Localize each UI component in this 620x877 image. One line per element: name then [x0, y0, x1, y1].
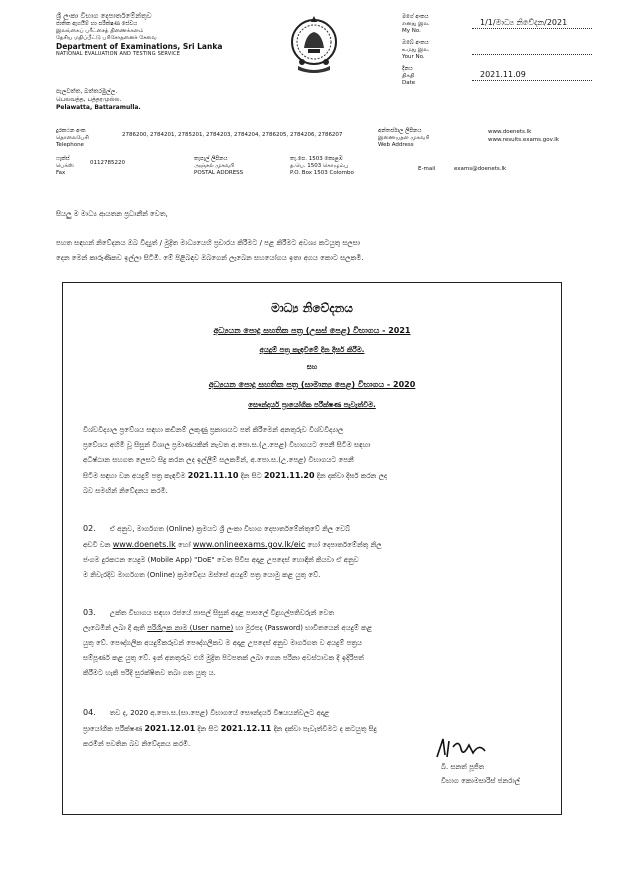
telephone-row	[56, 128, 596, 148]
notice-subtitle-al-2021: අධ්‍යයන පොදු සහතික පත්‍ර (උසස් පෙළ) විභාගය - 2021	[213, 326, 411, 335]
p4-date-to: 2021.12.11	[220, 724, 272, 733]
date-value: 2021.11.09	[480, 70, 526, 79]
p3-line-4: සම්පූර්ණ කළ යුතු වේ. ඉන් අනතුරුව එහි මුද්‍රිත පිටපතක් ලබා ගෙන පරිනා අවස්ථාවක දී ඉදිරිපත්	[83, 654, 364, 662]
reference-block	[402, 14, 592, 92]
email-value[interactable]: exams@doenets.lk	[454, 166, 507, 172]
your-number-row	[402, 40, 592, 66]
link-onlineexams[interactable]: www.onlineexams.gov.lk/eic	[192, 540, 306, 549]
sri-lanka-emblem-icon	[288, 12, 340, 76]
contact-block	[56, 128, 596, 182]
tel-label-en: Telephone	[56, 142, 84, 148]
p2-line-4: ම නිවැරදිව මාර්ගගත (Online) ක්‍රමවේදය ඔස්සේ අයදුම් පත්‍ර යොමු කළ යුතු වේ.	[83, 571, 321, 579]
my-no-label-si: මගේ අංකය	[402, 14, 429, 20]
date-label-en: Date	[402, 80, 416, 86]
org-line-si-1: ශ්‍රී ලංකා විභාග දෙපාර්තමේන්තුව	[56, 12, 152, 20]
paragraph-3: 03. උක්ත විභාගය සඳහා රජයේ පාසල් සිසුන් අදාළ පාසලේ විදුහල්පතිවරුන් වෙත ලැබෙමින් ලබා දී ඇති පරිශීලක නාම (User name) හා මුරපද (Password) භාවිතයෙන් අයදුම් කළ යුතු වේ. පෞද්ගලික අයදුම්කරුවන් පෞද්ගලිකව ම අදාළ උපදෙස් අනුව මාර්ගගත ව අයදුම් පත්‍රය සම්පූර්ණ කළ යුතු වේ. ඉන් අනතුරුව එහි මුද්‍රිත පිටපතක් ලබා ගෙන පරිනා අවස්ථාවක දී ඉදිරිපත් කිරීමට හැකි පරිදි සුරක්ෂිතව තබා ගත යුතු ය.	[83, 605, 548, 681]
intro-line-2: දෙන මෙන් කාරුණිකව ඉල්ලා සිටිමි. මේ පිළිබඳව ඔබගෙන් ලැබෙන සහයෝගය ඉතා අගය කොට සලකමි.	[56, 254, 364, 262]
web-label-en: Web Address	[378, 142, 414, 148]
p3-line-5: කිරීමට හැකි පරිදි සුරක්ෂිතව තබා ගත යුතු ය.	[83, 669, 216, 677]
web-label-ta: இணையதள முகவரி	[378, 135, 430, 141]
postal-label-si: තැපැල් ලිපිනය	[194, 156, 228, 162]
p4-line-3: කරමින් පවතින බව නිවේදනය කරමි.	[83, 740, 191, 748]
paragraph-1	[83, 423, 548, 499]
my-no-label-ta: எனது இல.	[402, 21, 430, 27]
signer-title: විභාග කොමසාරිස් ජනරාල්	[441, 777, 520, 785]
web-link-doenets[interactable]: www.doenets.lk	[488, 129, 532, 135]
your-no-label-si: ඔබේ අංකය	[402, 40, 429, 46]
org-name-en: Department of Examinations, Sri Lanka	[56, 42, 223, 51]
intro-line-1: පහත සඳහන් නිවේදනය ඔබ විද්‍යුත් / මුද්‍රිත මාධ්‍යයෙහි ප්‍රචාරය කිරීමට / පළ කිරීමට අවශ්‍ය කටයුතු සලසා	[56, 239, 361, 247]
postal-value-ta: த.பெ. 1503 கொழும்பு	[290, 163, 349, 169]
p4-date-from: 2021.12.01	[144, 724, 196, 733]
signer-name: බී. සනත් පූජිත	[441, 763, 485, 771]
notice-title: මාධ්‍ය නිවේදනය	[271, 301, 353, 315]
intro-paragraph	[56, 236, 561, 266]
notice-subtitle-practical: සෞන්දර්ය ප්‍රායෝගික පරීක්ෂණ පැවැත්වීම.	[248, 401, 376, 409]
p1-date-from: 2021.11.10	[187, 471, 239, 480]
notice-subtitle-extension: අයදුම් පත්‍ර කැඳවීමේ දින දීර්ඝ කිරීම.	[259, 346, 365, 354]
org-line-si-2: ජාතික ඇගයීම් හා පරීක්ෂණ සේවය	[56, 21, 138, 27]
postal-label-ta: அஞ்சல் முகவரி	[194, 163, 235, 169]
link-doenets[interactable]: www.doenets.lk	[112, 540, 176, 549]
signature-icon	[433, 735, 543, 761]
address-line-si: පැලවත්ත, බත්තරමුල්ල.	[56, 88, 118, 95]
p2-number: 02.	[83, 524, 96, 533]
p4-number: 04.	[83, 708, 96, 717]
org-line-ta-2: தேசிய மதிப்பீட்டு பரிசோதனைச் சேவை	[56, 35, 157, 41]
p3-line-3: යුතු වේ. පෞද්ගලික අයදුම්කරුවන් පෞද්ගලිකව ම අදාළ උපදෙස් අනුව මාර්ගගත ව අයදුම් පත්‍රය	[83, 639, 363, 647]
address-line-ta: பெலவத்த, பத்தரமுல்ல.	[56, 96, 122, 103]
fax-value: 0112785220	[90, 160, 125, 166]
notice-subtitle-ol-2020: අධ්‍යයන පොදු සහතික පත්‍ර (සාමාන්‍ය පෙළ) විභාගය - 2020	[208, 380, 416, 389]
org-subtitle-en: NATIONAL EVALUATION AND TESTING SERVICE	[56, 51, 181, 57]
p1-date-to: 2021.11.20	[263, 471, 315, 480]
p1-line-3: අධිෂ්ඨාන සහගත ලෙසට සිදු කරන ලද ඉල්ලීම් සලකමින්, අ.පො.ස.(උ.පෙළ) විභාගයට පෙනී	[83, 456, 354, 464]
web-label-si: අන්තර්ජාල ලිපිනය	[378, 128, 422, 134]
my-no-value: 1/1/මාධ්‍ය නිවේදන/2021	[480, 18, 568, 27]
org-name-block	[56, 12, 266, 57]
date-row	[402, 66, 592, 92]
email-label: E-mail	[418, 166, 436, 172]
p1-line-4: සිටීම සඳහා වන අයදුම් පත්‍ර කැඳවීම 2021.11.10 දින සිට 2021.11.20 දින දක්වා දීර්ඝ කරන ලද	[83, 471, 388, 480]
fax-postal-row	[56, 156, 596, 182]
postal-value-en: P.O. Box 1503 Colombo	[290, 170, 354, 176]
p1-line-2: ප්‍රවේශය අහිමි වූ සිසුන් විශාල ප්‍රමාණයකින් නැවත අ.පො.ස.(උ.පෙළ) විභාගයට පෙනී සිටීම සඳහා	[83, 441, 371, 449]
date-label-si: දිනය	[402, 66, 413, 72]
my-number-row	[402, 14, 592, 40]
fax-label-ta: பெக்ஸ்	[56, 163, 74, 169]
p1-line-5: බව සමඟින් නිවේදනය කරමි.	[83, 487, 168, 495]
postal-value-si: තැ.පෙ. 1503 කොළඹ	[290, 156, 343, 162]
tel-label-ta: தொலைபேசி	[56, 135, 89, 141]
telephone-value: 2786200, 2784201, 2785201, 2784203, 2784204, 2786205, 2784206, 2786207	[122, 132, 343, 138]
your-no-label-ta: உமது இல.	[402, 47, 430, 53]
postal-label-en: POSTAL ADDRESS	[194, 170, 244, 176]
media-notice-box	[62, 282, 562, 815]
p3-number: 03.	[83, 608, 96, 617]
p2-line-3: ජංගම දුරකථන යෙදුම (Mobile App) "DoE" වෙත පිවිස අදාළ උපදෙස් හොඳින් කියවා ඒ අනුව	[83, 556, 359, 564]
fax-label-en: Fax	[56, 170, 66, 176]
address-block	[56, 88, 141, 112]
my-no-label-en: My No.	[402, 28, 421, 34]
org-line-ta-1: இலங்கைப் பரீட்சைத் திணைக்களம்	[56, 28, 144, 34]
p1-line-1: විශ්වවිද්‍යාල ප්‍රවේශය සඳහා කඩිනම් ලකුණු ප්‍රකාශයට පත් කිරීමෙන් අනතුරුව විශ්වවිද්‍යාල	[83, 426, 344, 434]
your-no-label-en: Your No.	[402, 54, 425, 60]
salutation: සියලු ම මාධ්‍ය ආයතන ප්‍රධානීන් වෙත,	[56, 210, 168, 218]
address-line-en: Pelawatta, Battaramulla.	[56, 104, 141, 111]
username-term: පරිශීලක නාම (User name)	[147, 624, 234, 632]
web-link-results[interactable]: www.results.exams.gov.lk	[488, 137, 559, 143]
paragraph-4: 04. තව ද, 2020 අ.පො.ස.(සා.පෙළ) විභාගයේ සෞන්දර්ය විෂයයන්වලට අදාළ ප්‍රායෝගික පරීක්ෂණ 2021.12.01 දින සිට 2021.12.11 දින දක්වා පැවැත්වීමට ද කටයුතු සිදු කරමින් පවතින බව නිවේදනය කරමි.	[83, 705, 548, 752]
paragraph-2: 02. ඒ අනුව, මාර්ගගත (Online) ක්‍රමයට ශ්‍රී ලංකා විභාග දෙපාර්තමේන්තුවේ නිල වෙබ් අඩවි වන www.doenets.lk හෝ www.onlineexams.gov.lk/eic හෝ දෙපාර්තමේන්තු නිල ජංගම දුරකථන යෙදුම (Mobile App) "DoE" වෙත පිවිස අදාළ උපදෙස් හොඳින් කියවා ඒ අනුව ම නිවැරදිව මාර්ගගත (Online) ක්‍රමවේදය ඔස්සේ අයදුම් පත්‍ර යොමු කළ යුතු වේ.	[83, 521, 548, 583]
date-label-ta: திகதி	[402, 73, 415, 79]
tel-label-si: දුරකථන අංක	[56, 128, 86, 134]
fax-label-si: ෆැක්ස්	[56, 156, 70, 162]
notice-subtitle-and: සහ	[306, 363, 318, 371]
